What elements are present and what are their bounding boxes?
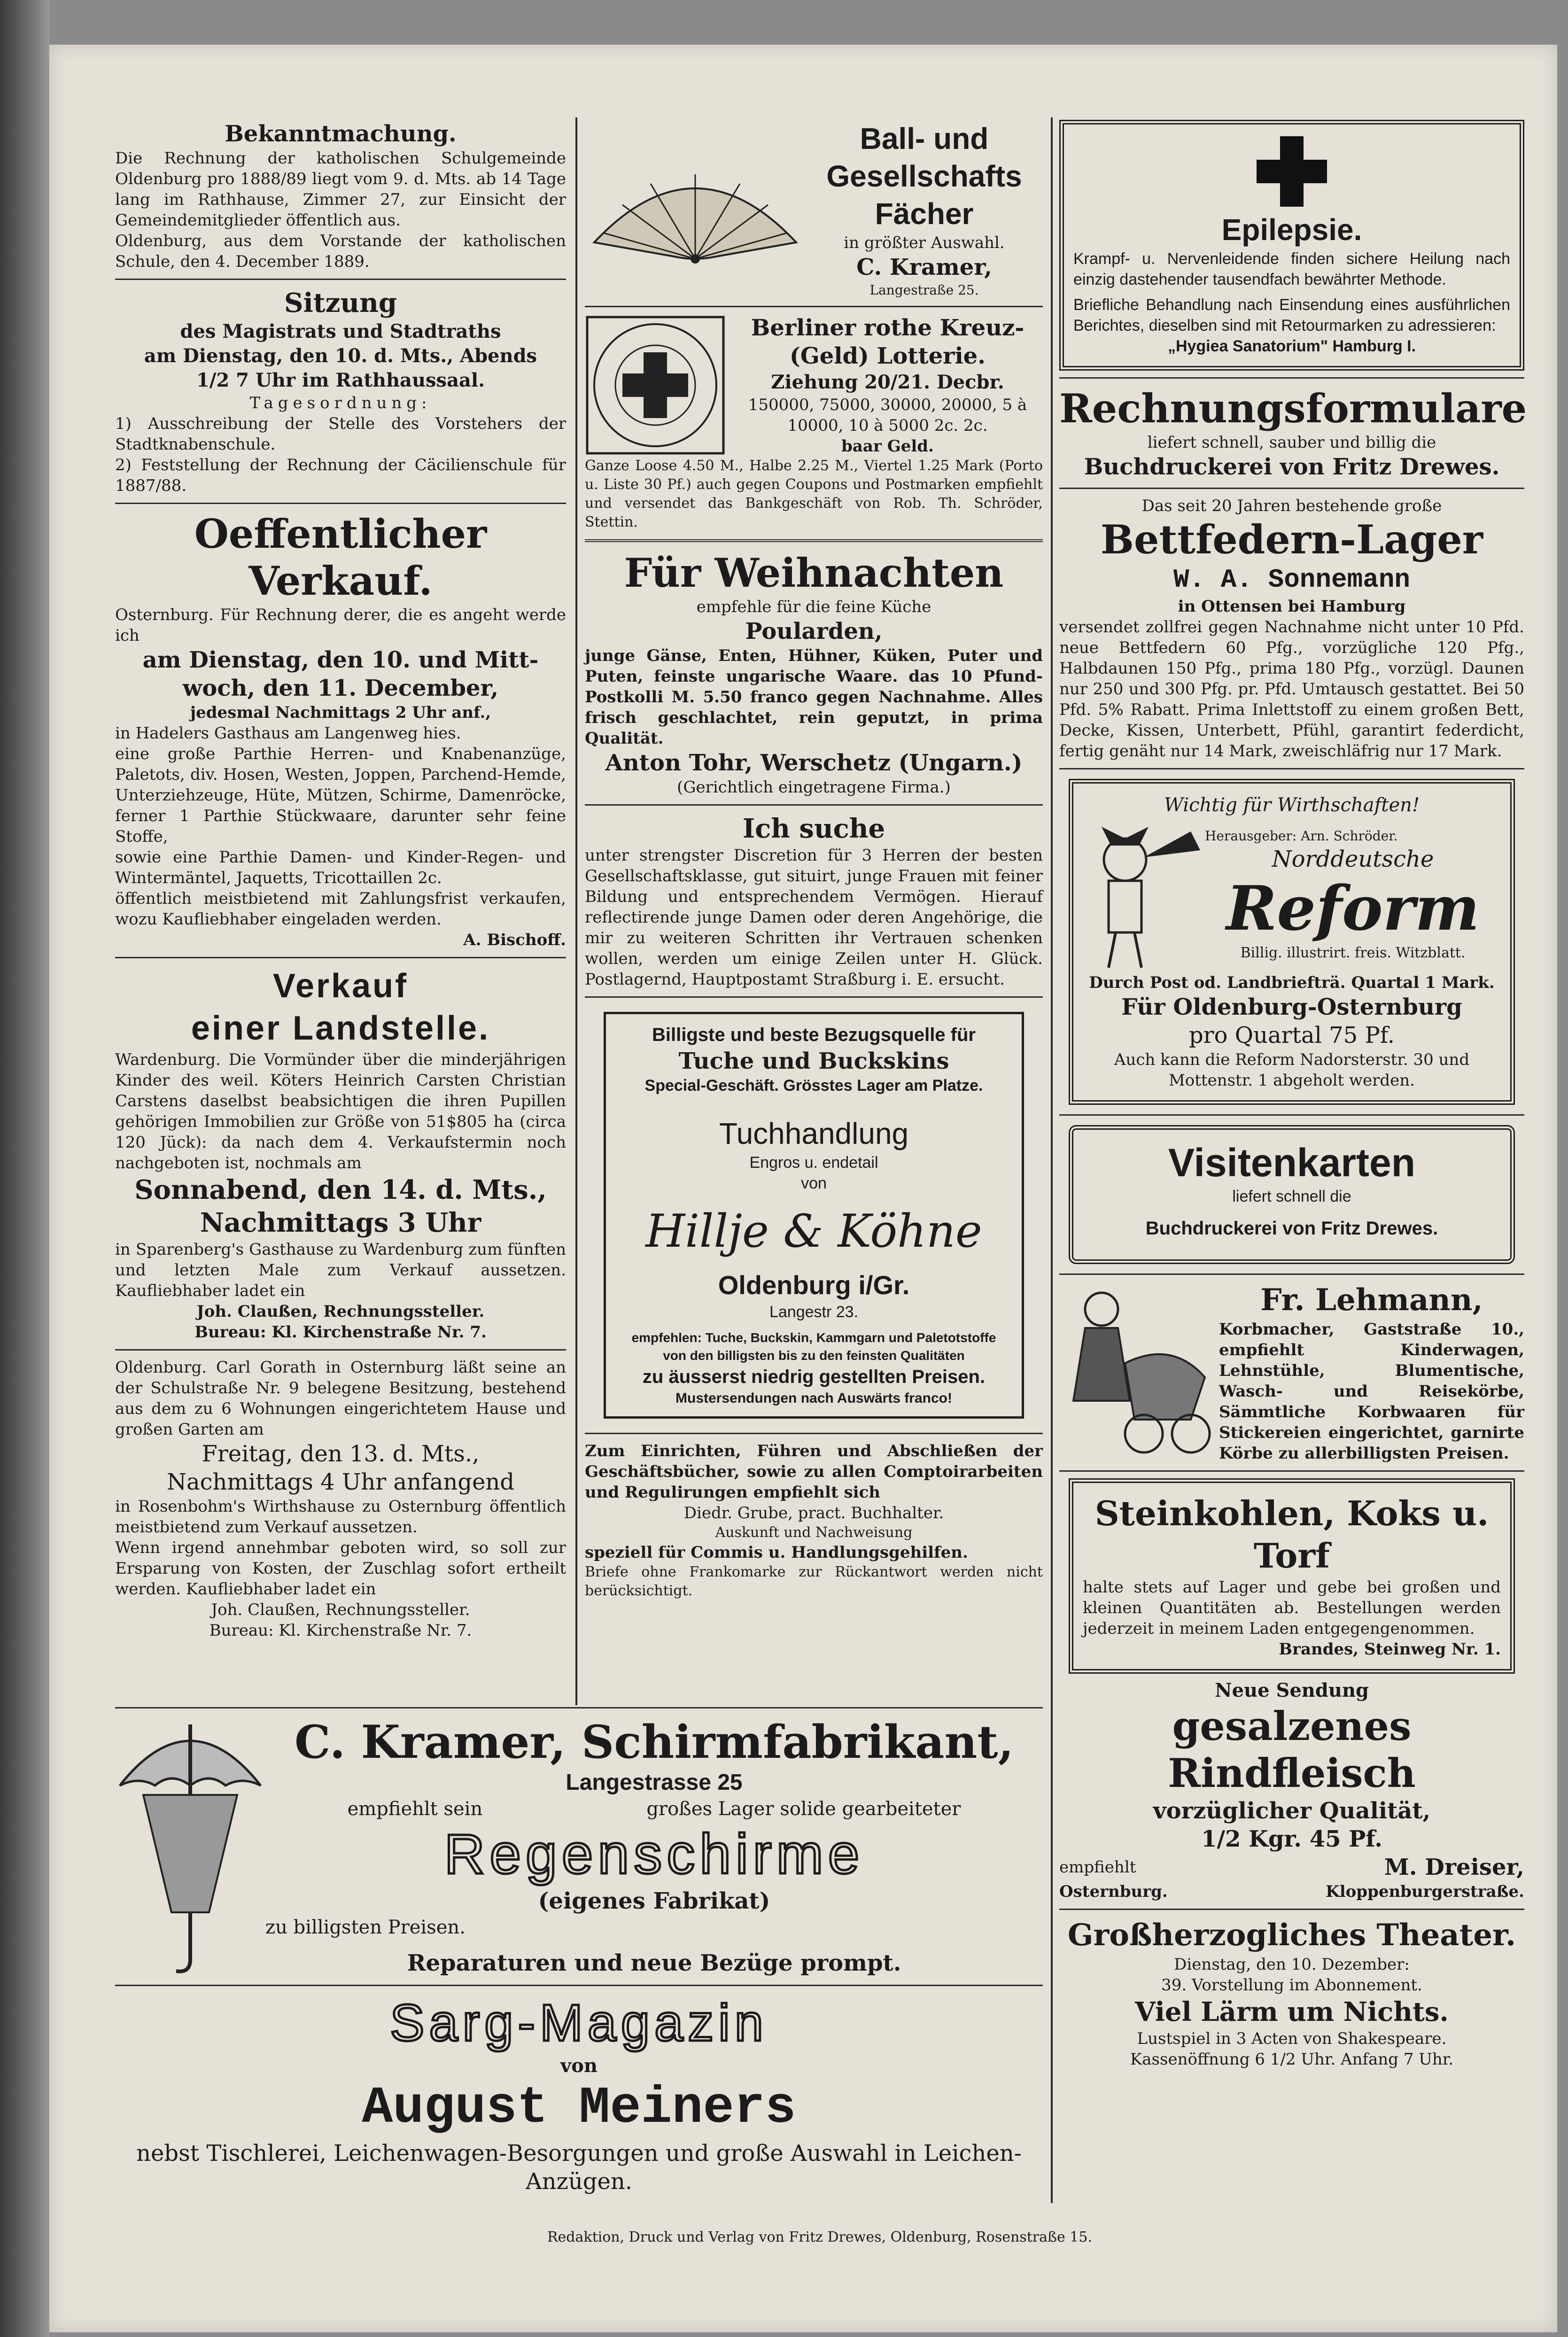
bekanntmachung-body: Die Rechnung der katholischen Schulgemeinde Oldenburg pro 1888/89 liegt vom 9. d. Mts. ab 14 Tage lang im Rathhause, Zimmer 27, zur Einsicht der Gemeindemitglieder öffentlich aus.	[115, 149, 566, 230]
grube-body: Zum Einrichten, Führen und Abschließen der Geschäftsbücher, sowie zu allen Comptoirarbeiten und Regulirungen empfiehlt sich	[585, 1442, 1043, 1502]
kramer-l1: empfiehlt sein	[347, 1798, 483, 1820]
column-3	[1059, 45, 1527, 2070]
kramer-title: C. Kramer, Schirmfabrikant,	[294, 1716, 1014, 1769]
rind-pre: Neue Sendung	[1215, 1679, 1369, 1701]
gorath-body: Oldenburg. Carl Gorath in Osternburg läßt seine an der Schulstraße Nr. 9 belegene Besitzung, bestehend aus dem zu 6 Wohnungen eingerichtetem Hause und großen Garten am	[115, 1358, 566, 1439]
lotterie-title1: Berliner rothe Kreuz-	[751, 315, 1025, 341]
rechnung-body: liefert schnell, sauber und billig die	[1147, 433, 1436, 452]
sarg-title: Sarg-Magazin	[390, 1994, 768, 2052]
sarg-name: August Meiners	[362, 2079, 796, 2138]
child-pram-illustration	[1059, 1283, 1214, 1462]
rind-name: M. Dreiser,	[1384, 1854, 1524, 1880]
divider	[1059, 377, 1524, 379]
ad-sarg-magazin	[115, 1993, 1043, 2196]
lotterie-draw: Ziehung 20/21. Decbr.	[771, 371, 1004, 393]
faecher-title1: Ball- und	[860, 122, 989, 155]
bekanntmachung-title: Bekanntmachung.	[225, 121, 457, 147]
grube-sub: Auskunft und Nachweisung	[715, 1524, 913, 1541]
kramer-row	[115, 1715, 1043, 1978]
ad-reform	[1069, 779, 1515, 1105]
sitzung-line1: des Magistrats und Stadtraths	[180, 320, 501, 342]
sarg-von: von	[560, 2055, 598, 2077]
theater-date: Dienstag, den 10. Dezember:	[1174, 1955, 1410, 1974]
gorath-sign2: Bureau: Kl. Kirchenstraße Nr. 7.	[209, 1621, 472, 1640]
gorath-body2: in Rosenbohm's Wirthshause zu Osternburg öffentlich meistbietend zum Verkauf aussetzen.	[115, 1497, 566, 1537]
divider	[1059, 768, 1524, 769]
divider	[585, 996, 1043, 998]
lehmann-title: Fr. Lehmann,	[1260, 1282, 1483, 1318]
lotterie-row	[585, 314, 1043, 457]
reform-head: Wichtig für Wirthschaften!	[1164, 794, 1420, 816]
grube-name: Diedr. Grube, pract. Buchhalter.	[683, 1504, 944, 1522]
suche-title: Ich suche	[742, 813, 885, 844]
ad-gorath	[115, 1357, 566, 1641]
kramer-l1b: großes Lager solide gearbeiteter	[646, 1798, 961, 1820]
kramer-repair: Reparaturen und neue Bezüge prompt.	[407, 1950, 901, 1976]
sitzung-item1: 1) Ausschreibung der Stelle des Vorstehers der Stadtknabenschule.	[115, 414, 566, 454]
reform-body2: Auch kann die Reform Nadorsterstr. 30 und Mottenstr. 1 abgeholt werden.	[1114, 1050, 1470, 1090]
rechnung-title: Rechnungsformulare	[1059, 385, 1527, 432]
weihnachten-firm: (Gerichtlich eingetragene Firma.)	[677, 778, 951, 797]
rind-title: gesalzenes Rindfleisch	[1168, 1703, 1416, 1796]
rind-row2	[1059, 1881, 1524, 1902]
faecher-title2: Gesellschafts	[826, 159, 1022, 193]
divider	[115, 1707, 1043, 1708]
kramer-own: (eigenes Fabrikat)	[538, 1888, 770, 1914]
divider	[585, 306, 1043, 307]
ad-oeffentlicher-verkauf	[115, 511, 566, 950]
tuch-l1: Billigste und beste Bezugsquelle für	[652, 1025, 976, 1045]
reform-title2: Reform	[1226, 872, 1480, 944]
ad-lotterie	[585, 314, 1043, 532]
landstelle-sign2: Bureau: Kl. Kirchenstraße Nr. 7.	[194, 1323, 487, 1342]
kohlen-title: Steinkohlen, Koks u. Torf	[1094, 1493, 1489, 1576]
kramer-text	[265, 1716, 1043, 1977]
sitzung-title: Sitzung	[284, 287, 397, 318]
verkauf-sign: A. Bischoff.	[463, 931, 566, 949]
verkauf-body3: öffentlich meistbietend mit Zahlungsfrist verkaufen, wozu Kaufliebhaber eingeladen werden.	[115, 889, 566, 929]
sitzung-line3: 1/2 7 Uhr im Rathhaussaal.	[196, 369, 485, 391]
fan-illustration	[585, 153, 806, 266]
faecher-text	[806, 120, 1043, 299]
tuch-l2: Tuche und Buckskins	[678, 1048, 949, 1074]
kramer-product: Regenschirme	[444, 1823, 864, 1886]
sitzung-agenda-title: Tagesordnung:	[249, 394, 432, 412]
ad-sitzung	[115, 287, 566, 496]
ad-kohlen	[1069, 1478, 1515, 1674]
red-cross-seal-icon	[585, 315, 726, 456]
lehmann-body: Korbmacher, Gaststraße 10., empfiehlt Kinderwagen, Lehnstühle, Blumentische, Wasch- und Reisekörbe, Sämmtliche Korbwaaren für Stickereien eingerichtet, garnirte Körbe zu allerbilligsten Preisen.	[1219, 1320, 1524, 1463]
landstelle-date: Sonnabend, den 14. d. Mts.,	[134, 1174, 547, 1205]
landstelle-body: Wardenburg. Die Vormünder über die minderjährigen Kinder des weil. Köters Heinrich Carsten Christian Carstens daselbst beabsichtigen die ihren Pupillen gehörigen Immobilien zur Größe von 51$805 ha (circa 120 Jück): da nach dem 4. Verkaufstermin noch nachgeboten ist, nochmals am	[115, 1050, 566, 1172]
bettfedern-place: in Ottensen bei Hamburg	[1178, 597, 1406, 616]
suche-body: unter strengster Discretion für 3 Herren der besten Gesellschaftsklasse, gut situirt, junge Frauen mit feiner Bildung und entsprechendem Vermögen. Hierauf reflectirende junge Damen oder deren Angehörige, die mir zu weiteren Schritten ihr Vertrauen schenken wollen, werden um einige Zeilen unter H. Glück. Postlagernd, Hauptpostamt Straßburg i. E. ersucht.	[585, 846, 1043, 989]
reform-editor: Herausgeber: Arn. Schröder.	[1205, 828, 1398, 844]
gorath-time: Nachmittags 4 Uhr anfangend	[166, 1469, 515, 1495]
reform-for: Für Oldenburg-Osternburg	[1121, 994, 1462, 1020]
ad-bekanntmachung	[115, 120, 566, 272]
ad-tuchhandlung	[604, 1012, 1024, 1419]
reform-body: Durch Post od. Landbriefträ. Quartal 1 Mark.	[1089, 973, 1495, 992]
lotterie-title2: (Geld) Lotterie.	[790, 343, 986, 369]
sitzung-line2: am Dienstag, den 10. d. Mts., Abends	[144, 345, 537, 367]
divider	[1059, 1114, 1524, 1116]
ad-landstelle	[115, 965, 566, 1343]
verkauf-date1: am Dienstag, den 10. und Mitt-	[142, 647, 539, 673]
divider	[585, 539, 1043, 542]
faecher-sub: in größter Auswahl.	[844, 233, 1005, 252]
landstelle-sign1: Joh. Claußen, Rechnungssteller.	[196, 1302, 485, 1321]
verkauf-time: jedesmal Nachmittags 2 Uhr anf.,	[190, 703, 491, 722]
divider	[1059, 1273, 1524, 1275]
epilepsie-body2: Briefliche Behandlung nach Einsendung eines ausführlichen Berichtes, dieselben sind mit Retourmarken zu adressieren:	[1073, 296, 1510, 334]
tuch-l3: Special-Geschäft. Grösstes Lager am Platze.	[644, 1077, 983, 1095]
theater-l2: 39. Vorstellung im Abonnement.	[1161, 1976, 1422, 1995]
kohlen-sign: Brandes, Steinweg Nr. 1.	[1279, 1640, 1501, 1659]
verkauf-body: eine große Parthie Herren- und Knabenanzüge, Paletots, div. Hosen, Westen, Joppen, Parchend-Hemde, Unterziehzeuge, Hüte, Mützen, Schirme, Damenröcke, ferner 1 Parthie Stückwaare, darunter sehr feine Stoffe,	[115, 745, 566, 846]
divider	[1059, 488, 1524, 489]
weihnachten-name: Anton Tohr, Werschetz (Ungarn.)	[605, 750, 1023, 776]
gorath-sign1: Joh. Claußen, Rechnungssteller.	[211, 1600, 470, 1619]
ad-lehmann	[1059, 1281, 1524, 1464]
verkauf-intro: Osternburg. Für Rechnung derer, die es angeht werde ich	[115, 606, 566, 645]
rind-street: Kloppenburgerstraße.	[1326, 1882, 1524, 1901]
column-rule-1	[575, 117, 577, 1705]
bekanntmachung-sign: Oldenburg, aus dem Vorstande der katholischen Schule, den 4. December 1889.	[115, 232, 566, 271]
ad-bettfedern	[1059, 496, 1524, 761]
tuch-l11: von den billigsten bis zu den feinsten Qualitäten	[663, 1348, 965, 1363]
tuch-l13: Mustersendungen nach Auswärts franco!	[675, 1390, 952, 1406]
ad-faecher	[585, 120, 1043, 299]
lotterie-cash: baar Geld.	[841, 437, 934, 456]
tuch-l4: Tuchhandlung	[719, 1117, 909, 1150]
ad-ich-suche	[585, 812, 1043, 990]
theater-l4: Kassenöffnung 6 1/2 Uhr. Anfang 7 Uhr.	[1130, 2050, 1454, 2069]
column-2	[585, 45, 1043, 1600]
reform-title1: Norddeutsche	[1272, 846, 1434, 872]
ad-grube	[585, 1441, 1043, 1600]
divider	[585, 804, 1043, 806]
lotterie-prizes: 150000, 75000, 30000, 20000, 5 à 10000, 10 à 5000 2c. 2c.	[748, 396, 1027, 435]
ad-kramer-schirme	[115, 1700, 1043, 2196]
theater-title: Großherzogliches Theater.	[1067, 1918, 1516, 1953]
divider	[115, 957, 566, 958]
epilepsie-title: Epilepsie.	[1221, 213, 1362, 247]
column-rule-2	[1051, 117, 1053, 2203]
kohlen-body: halte stets auf Lager und gebe bei großen und kleinen Quantitäten ab. Bestellungen werden jederzeit in meinem Laden entgegengenommen.	[1083, 1578, 1501, 1638]
kramer-addr: Langestrasse 25	[566, 1770, 743, 1795]
ad-theater	[1059, 1917, 1524, 2070]
faecher-title3: Fächer	[875, 197, 974, 231]
rechnung-name: Buchdruckerei von Fritz Drewes.	[1084, 454, 1500, 480]
tuch-l8: Oldenburg i/Gr.	[718, 1270, 910, 1300]
jester-trumpet-illustration	[1083, 817, 1205, 972]
divider	[115, 279, 566, 280]
bettfedern-body: versendet zollfrei gegen Nachnahme nicht unter 10 Pfd. neue Bettfedern 60 Pfg., vorzügliche 120 Pfg., Halbdaunen 150 Pfg., prima 180 Pfg., vorzügl. Daunen nur 250 und 300 Pfg. pr. Pfd. Umtausch gestattet. Bei 50 Pfd. 5% Rabatt. Prima Inlettstoff zu einem großen Bett, Decke, Kissen, Unterbett, Pfühl, garantirt federdicht, fertig genäht nur 14 Mark, zweischläfrig nur 17 Mark.	[1059, 618, 1524, 761]
visiten-sub: liefert schnell die	[1232, 1188, 1351, 1205]
lehmann-text	[1214, 1281, 1524, 1464]
divider	[1059, 1470, 1524, 1472]
tuch-l10: empfehlen: Tuche, Buckskin, Kammgarn und Paletotstoffe	[631, 1330, 996, 1345]
landstelle-title1: Verkauf	[272, 967, 409, 1005]
landstelle-body2: in Sparenberg's Gasthause zu Wardenburg zum fünften und letzten Male zum Verkauf aussetzen. Kaufliebhaber ladet ein	[115, 1240, 566, 1300]
umbrella-illustration	[115, 1715, 265, 1978]
lotterie-text	[726, 314, 1043, 457]
theater-play: Viel Lärm um Nichts.	[1135, 1996, 1449, 2027]
tuch-l9: Langestr 23.	[769, 1303, 859, 1321]
tuch-l7: Hillje & Köhne	[645, 1205, 982, 1258]
faecher-addr: Langestraße 25.	[869, 282, 979, 298]
ad-rindfleisch	[1059, 1678, 1524, 1902]
cross-icon	[1073, 134, 1510, 211]
verkauf-place: in Hadelers Gasthaus am Langenweg hies.	[115, 724, 461, 743]
reform-price: pro Quartal 75 Pf.	[1188, 1022, 1395, 1048]
sitzung-item2: 2) Feststellung der Rechnung der Cäcilienschule für 1887/88.	[115, 456, 566, 495]
binding-gutter	[0, 0, 49, 2337]
reform-sub: Billig. illustrirt. freis. Witzblatt.	[1240, 945, 1466, 961]
epilepsie-body: Krampf- u. Nervenleidende finden sichere Heilung nach einzig dastehender tausendfach bewährter Methode.	[1073, 250, 1510, 288]
bettfedern-title: Bettfedern-Lager	[1101, 516, 1483, 563]
divider	[115, 1985, 1043, 1986]
reform-row	[1083, 817, 1501, 972]
faecher-name: C. Kramer,	[856, 254, 992, 280]
column-1	[115, 45, 566, 1641]
landstelle-title2: einer Landstelle.	[191, 1009, 490, 1047]
theater-l3: Lustspiel in 3 Acten von Shakespeare.	[1137, 2029, 1447, 2048]
gorath-body3: Wenn irgend annehmbar geboten wird, so soll zur Ersparung von Kosten, der Zuschlag sofort ertheilt werden. Kaufliebhaber ladet ein	[115, 1538, 566, 1599]
bettfedern-pre: Das seit 20 Jahren bestehende große	[1141, 497, 1442, 515]
divider	[585, 1433, 1043, 1434]
divider	[1059, 1909, 1524, 1910]
visiten-title: Visitenkarten	[1168, 1141, 1416, 1185]
rind-price: 1/2 Kgr. 45 Pf.	[1201, 1826, 1382, 1852]
ad-rechnungsformulare	[1059, 385, 1527, 481]
verkauf-date2: woch, den 11. December,	[182, 675, 499, 701]
ad-weihnachten	[585, 550, 1043, 798]
kramer-price: zu billigsten Preisen.	[265, 1917, 466, 1938]
rind-place: Osternburg.	[1059, 1882, 1168, 1901]
weihnachten-item: Poularden,	[745, 618, 883, 644]
weihnachten-title: Für Weihnachten	[624, 550, 1004, 596]
epilepsie-addr: „Hygiea Sanatorium" Hamburg I.	[1167, 337, 1416, 355]
lotterie-body: Ganze Loose 4.50 M., Halbe 2.25 M., Viertel 1.25 Mark (Porto u. Liste 30 Pf.) auch gegen Coupons und Postmarken empfiehlt und versendet das Bankgeschäft von Rob. Th. Schröder, Stettin.	[585, 458, 1043, 530]
rind-sub: vorzüglicher Qualität,	[1153, 1798, 1431, 1824]
tuch-l5: Engros u. endetail	[749, 1154, 878, 1172]
ad-visitenkarten	[1069, 1125, 1515, 1264]
weihnachten-body: junge Gänse, Enten, Hühner, Küken, Puter und Puten, feinste ungarische Waare. das 10 Pfund-Postkolli M. 5.50 franco gegen Nachnahme. Alles frisch geschlachtet, rein geputzt, in prima Qualität.	[585, 646, 1043, 748]
bettfedern-name: W. A. Sonnemann	[1173, 565, 1411, 595]
grube-body3: Briefe ohne Frankomarke zur Rückantwort werden nicht berücksichtigt.	[585, 1564, 1043, 1599]
grube-body2: speziell für Commis u. Handlungsgehilfen.	[585, 1543, 968, 1562]
kramer-l1-row	[265, 1797, 1043, 1821]
rind-row	[1059, 1853, 1524, 1881]
divider	[115, 503, 566, 504]
tuch-l6: von	[801, 1174, 827, 1192]
ad-epilepsie	[1059, 120, 1524, 371]
visiten-name: Buchdruckerei von Fritz Drewes.	[1145, 1218, 1438, 1239]
sarg-body: nebst Tischlerei, Leichenwagen-Besorgungen und große Auswahl in Leichen-Anzügen.	[136, 2140, 1022, 2195]
landstelle-time: Nachmittags 3 Uhr	[200, 1207, 481, 1238]
weihnachten-sub: empfehle für die feine Küche	[696, 598, 931, 616]
reform-text	[1205, 827, 1501, 963]
verkauf-body2: sowie eine Parthie Damen- und Kinder-Regen- und Wintermäntel, Jaquetts, Tricottaillen 2c.	[115, 848, 566, 887]
rind-emp: empfiehlt	[1059, 1858, 1136, 1877]
imprint-footer: Redaktion, Druck und Verlag von Fritz Drewes, Oldenburg, Rosenstraße 15.	[547, 2229, 1093, 2245]
verkauf-title: Oeffentlicher Verkauf.	[194, 511, 487, 604]
tuch-l12: zu äusserst niedrig gestellten Preisen.	[642, 1366, 986, 1387]
gorath-date: Freitag, den 13. d. Mts.,	[202, 1441, 480, 1467]
divider	[115, 1349, 566, 1351]
